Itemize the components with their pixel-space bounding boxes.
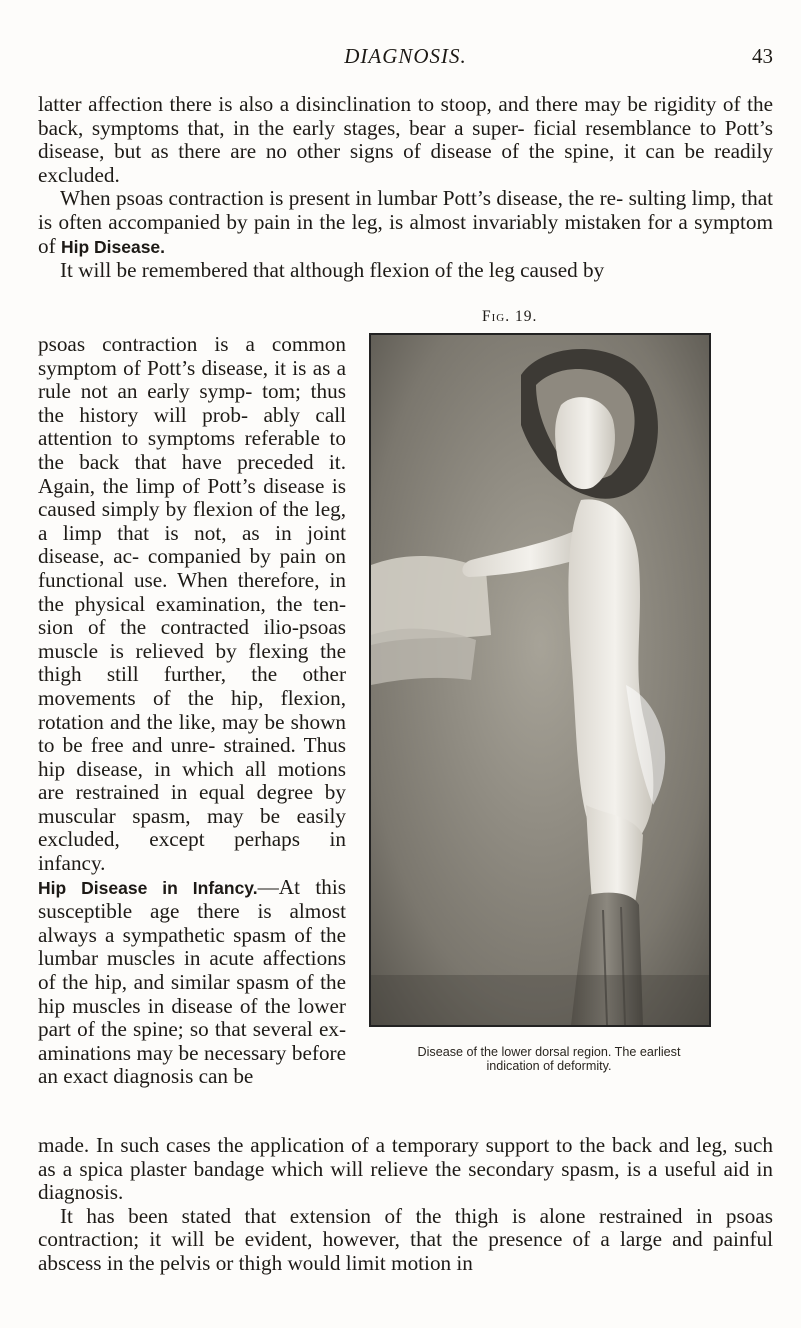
text-line: referable to the back that have — [38, 426, 346, 474]
left-column-text — [38, 333, 346, 1089]
text-line: movements of the hip, flexion, — [38, 685, 346, 710]
text-line: symptom of Pott’s disease, it is — [38, 355, 307, 380]
text-line: physical examination, the ten- — [74, 591, 346, 616]
text-line: in equal degree by muscular — [38, 780, 346, 828]
figure-photograph — [369, 333, 711, 1027]
text-line: this susceptible age there is — [38, 874, 346, 924]
text-line: shown to be free and unre- — [38, 709, 346, 758]
text-line: Pott’s disease is caused simply — [38, 473, 346, 522]
page-number: 43 — [752, 44, 773, 68]
text-line: aminations may be necessary — [38, 1040, 287, 1065]
text-line: rotation and the like, may be — [38, 709, 285, 734]
figure-caption — [379, 1045, 719, 1073]
figure-label: Fig. 19. — [482, 308, 538, 325]
child-photo-illustration — [371, 335, 709, 1025]
text-line: secondary spasm, is a useful aid in diagnosis. — [38, 1156, 773, 1205]
text-line: muscle is relieved by flexing the — [38, 638, 346, 663]
text-line: It has been stated that extension of the thigh is alone restrained in — [60, 1203, 713, 1228]
text-line: acute affections of the hip, and — [38, 946, 346, 995]
text-line: latter affection there is also a disinclination to stoop, and there may be — [38, 92, 648, 116]
text-line: psoas contraction is a common — [38, 332, 346, 356]
paragraph-3-first-line — [38, 259, 773, 283]
running-head — [38, 44, 773, 74]
bottom-text-block — [38, 1134, 773, 1276]
text-line: ably call attention to symptoms — [38, 402, 346, 451]
text-line: spasm of the lumbar muscles in — [38, 922, 346, 971]
text-line: by flexion of the leg, a limp that — [38, 497, 346, 545]
text-line: psoas contraction; it will be evident, however, that the presence of a — [38, 1203, 774, 1252]
text-line: sion of the contracted ilio-psoas — [38, 615, 346, 640]
text-line: tom; thus the history will prob- — [38, 379, 346, 427]
text-line: before an exact diagnosis can be — [38, 1040, 346, 1089]
paragraph-4-continued — [38, 1134, 773, 1205]
text-line: preceded it. Again, the limp of — [38, 449, 346, 498]
paragraph-3-continued — [38, 333, 346, 876]
text-line: similar spasm of the hip muscles — [38, 970, 346, 1018]
text-line: as a rule not an early symp- — [38, 355, 346, 404]
text-line: which all motions are restrained — [38, 756, 346, 805]
text-line: invariably mistaken for a symptom of — [38, 209, 773, 258]
caption-line: Disease of the lower dorsal region. The earliest — [417, 1045, 681, 1059]
top-text-block — [38, 93, 773, 283]
text-line: the spine; so that several ex- — [100, 1017, 347, 1042]
text-line: sulting limp, that is often accompanied by pain in the leg, is almost — [38, 186, 774, 234]
text-line: except perhaps in infancy. — [38, 827, 346, 876]
text-line: ficial resemblance to Pott’s disease, but as there are no other signs of — [38, 115, 774, 164]
text-line: large and painful abscess in the pelvis or thigh would limit motion in — [38, 1227, 773, 1275]
paragraph-1 — [38, 93, 773, 187]
text-line: in disease of the lower part of — [38, 993, 346, 1042]
paragraph-2 — [38, 187, 773, 259]
text-line: almost always a sympathetic — [38, 899, 346, 947]
caption-line: indication of deformity. — [486, 1059, 612, 1073]
text-line: —At — [257, 874, 300, 899]
text-line: use. When therefore, in the — [38, 567, 346, 616]
text-line: thigh still further, the other — [38, 662, 346, 687]
text-line: strained. Thus hip disease, in — [38, 733, 346, 781]
text-line: disease of the spine, it can be readily excluded. — [38, 139, 774, 187]
text-line: rigidity of the back, symptoms that, in the early stages, bear a super- — [38, 92, 773, 140]
text-line: made. In such cases the application of a temporary support to the — [38, 1133, 606, 1157]
text-line: companied by pain on functional — [38, 544, 347, 592]
text-line: It will be remembered that although flexion of the leg caused by — [60, 258, 605, 283]
text-line: spasm, may be easily excluded, — [38, 803, 346, 852]
hip-disease-heading: Hip Disease. — [60, 236, 166, 257]
running-title: DIAGNOSIS. — [344, 44, 467, 68]
hip-disease-infancy-heading: Hip Disease in Infancy. — [38, 877, 258, 898]
text-line: is not, as in joint disease, ac- — [38, 520, 347, 569]
paragraph-5 — [38, 1205, 773, 1276]
paragraph-4 — [38, 876, 346, 1089]
text-line: When psoas contraction is present in lumbar Pott’s disease, the re- — [60, 186, 624, 211]
text-line: back and leg, such as a spica plaster bandage which will relieve the — [38, 1133, 773, 1181]
